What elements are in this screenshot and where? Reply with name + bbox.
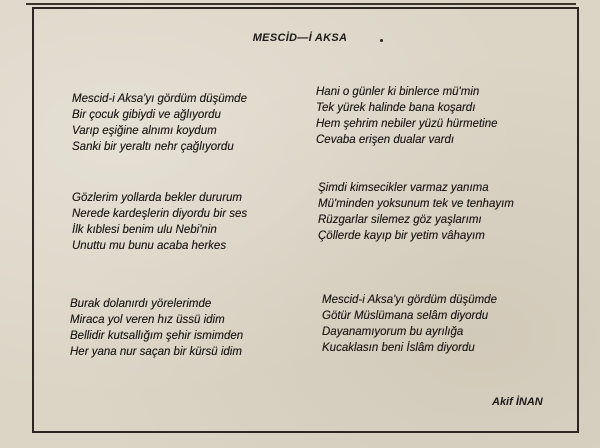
stanza-3	[72, 190, 247, 254]
stanza-4	[318, 180, 514, 244]
verse-line: Bellidir kutsallığım şehir ismimden	[70, 330, 244, 342]
verse-line: Nerede kardeşlerin diyordu bir ses	[72, 208, 248, 220]
verse-line: İlk kıblesi benim ulu Nebi'nin	[72, 224, 217, 236]
verse-line: Mü'minden yoksunum tek ve tenhayım	[318, 198, 514, 210]
verse-line: Sanki bir yeraltı nehr çağlıyordu	[72, 141, 234, 153]
verse-line: Rüzgarlar silemez göz yaşlarımı	[318, 214, 482, 226]
poem-title: MESCİD—İ AKSA	[252, 32, 348, 44]
verse-line: Kucaklasın beni İslâm diyordu	[322, 342, 475, 354]
verse-line: Dayanamıyorum bu ayrılığa	[322, 326, 464, 338]
verse-line: Varıp eşiğine alnımı koydum	[72, 125, 217, 137]
verse-line: Götür Müslümana selâm diyordu	[322, 310, 489, 322]
verse-line: Şimdi kimsecikler varmaz yanıma	[318, 182, 489, 194]
verse-line: Hem şehrim nebiler yüzü hürmetine	[316, 118, 498, 130]
verse-line: Mescid-i Aksa'yı gördüm düşümde	[72, 93, 247, 105]
author-signature: Akif İNAN	[492, 396, 543, 408]
verse-line: Mescid-i Aksa'yı gördüm düşümde	[322, 294, 497, 306]
verse-line: Cevaba erişen dualar vardı	[316, 134, 455, 146]
verse-line: Bir çocuk gibiydi ve ağlıyordu	[72, 109, 221, 121]
verse-line: Her yana nur saçan bir kürsü idim	[70, 346, 242, 358]
verse-line: Hani o günler ki binlerce mü'min	[316, 86, 480, 98]
verse-line: Unuttu mu bunu acaba herkes	[72, 240, 227, 252]
stanza-5	[70, 296, 243, 360]
verse-line: Miraca yol veren hız üssü idim	[70, 314, 225, 326]
stanza-6	[322, 292, 497, 356]
ink-speck	[380, 39, 383, 42]
verse-line: Gözlerim yollarda bekler dururum	[72, 192, 243, 204]
top-rule	[26, 3, 576, 5]
verse-line: Tek yürek halinde bana koşardı	[316, 102, 476, 114]
stanza-1	[72, 91, 247, 155]
verse-line: Burak dolanırdı yörelerimde	[70, 298, 212, 310]
stanza-2	[316, 84, 498, 148]
verse-line: Çöllerde kayıp bir yetim vâhayım	[318, 230, 485, 242]
